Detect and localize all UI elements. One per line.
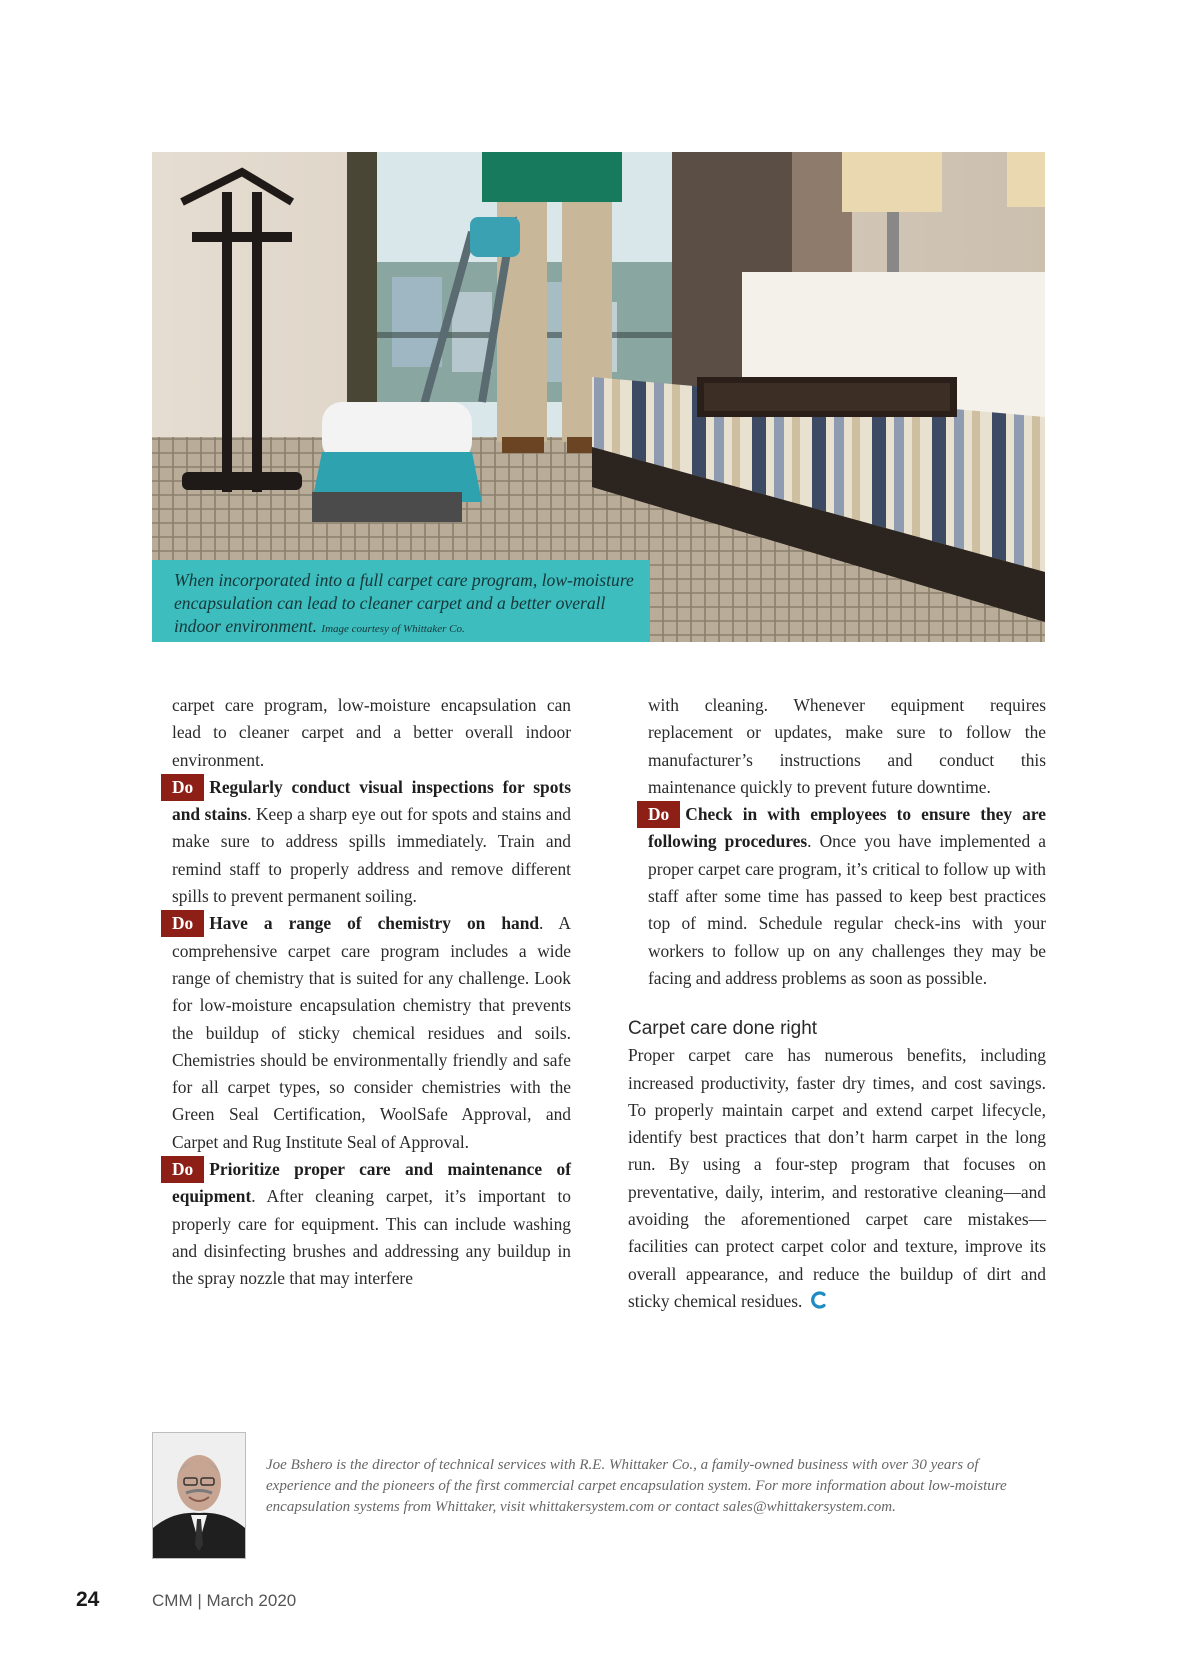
do-item-body: . A comprehensive carpet care program includes a wide range of chemistry that is suited for any challenge. Look for low-moisture encapsulation chemistry that prevents the buildup of sticky chemical residues and soils. Chemistries should be environmentally friendly and safe for all carpet types, so consider chemistries with the Green Seal Certification, WoolSafe Approval, and Carpet and Rug Institute Seal of Approval. — [172, 913, 571, 1152]
do-item-heading: Check in with employees to ensure they are following procedures — [648, 804, 1046, 852]
do-item-equipment — [172, 1156, 571, 1292]
do-item-inspections — [172, 774, 571, 910]
publication-folio: CMM | March 2020 — [152, 1591, 297, 1610]
article-photo — [152, 152, 1045, 642]
paragraph-closing — [628, 1042, 1046, 1315]
end-of-article-icon — [811, 1291, 827, 1309]
do-item-body: . Keep a sharp eye out for spots and stains and make sure to address spills immediately. Train and remind staff to properly address and remove different spills to prevent permanent soiling. — [172, 804, 571, 907]
paragraph-continuation: with cleaning. Whenever equipment requires replacement or updates, make sure to follow the manufacturer’s instructions and conduct this maintenance quickly to prevent future downtime. — [648, 695, 1046, 797]
author-bio: Joe Bshero is the director of technical services with R.E. Whittaker Co., a family-owned business with over 30 years of experience and the pioneers of the first commercial carpet encapsulation system. For more information about low-moisture encapsulation systems from Whittaker, visit whittakersystem.com or contact sales@whittakersystem.com. — [266, 1457, 1007, 1515]
page-number: 24 — [76, 1588, 100, 1611]
do-item-heading: Regularly conduct visual inspections for spots and stains — [172, 776, 571, 825]
article-column-right — [628, 692, 1046, 1315]
do-badge: Do — [161, 774, 204, 801]
do-badge: Do — [637, 801, 680, 828]
section-subheading: Carpet care done right — [628, 1018, 818, 1040]
do-item-body: . After cleaning carpet, it’s important to properly care for equipment. This can include washing and disinfecting brushes and addressing any buildup in the spray nozzle that may interfere — [172, 1186, 571, 1289]
do-badge: Do — [161, 1156, 204, 1183]
do-item-body: . Once you have implemented a proper carpet care program, it’s critical to follow up with staff after some time has passed to keep best practices top of mind. Schedule regular check-ins with your workers to follow up on any challenges they may be facing and address problems as soon as possible. — [648, 831, 1047, 988]
author-headshot — [152, 1432, 246, 1559]
image-credit: Image courtesy of Whittaker Co. — [321, 623, 465, 635]
article-column-left — [172, 692, 571, 1293]
author-portrait-image — [153, 1433, 245, 1558]
photo-caption — [152, 560, 650, 642]
do-badge: Do — [161, 910, 204, 937]
paragraph-intro: carpet care program, low-moisture encapsulation can lead to cleaner carpet and a better overall indoor environment. — [172, 695, 571, 770]
do-item-heading: Prioritize proper care and maintenance of equipment — [172, 1159, 571, 1207]
closing-text: Proper carpet care has numerous benefits, including increased productivity, faster dry times, and cost savings. To properly maintain carpet and extend carpet lifecycle, identify best practices that don’t harm carpet in the long run. By using a four-step program that focuses on preventative, daily, interim, and restorative cleaning—and avoiding the aforementioned carpet care mistakes—facilities can protect carpet color and texture, improve its overall appearance, and reduce the buildup of dirt and sticky chemical residues. — [628, 1045, 1046, 1311]
do-item-employees — [628, 801, 1046, 992]
do-item-chemistry — [172, 910, 571, 1156]
caption-text: When incorporated into a full carpet care program, low-moisture encapsulation can lead to cleaner carpet and a better overall indoor environment. — [174, 570, 634, 636]
do-item-heading: Have a range of chemistry on hand — [209, 913, 540, 934]
